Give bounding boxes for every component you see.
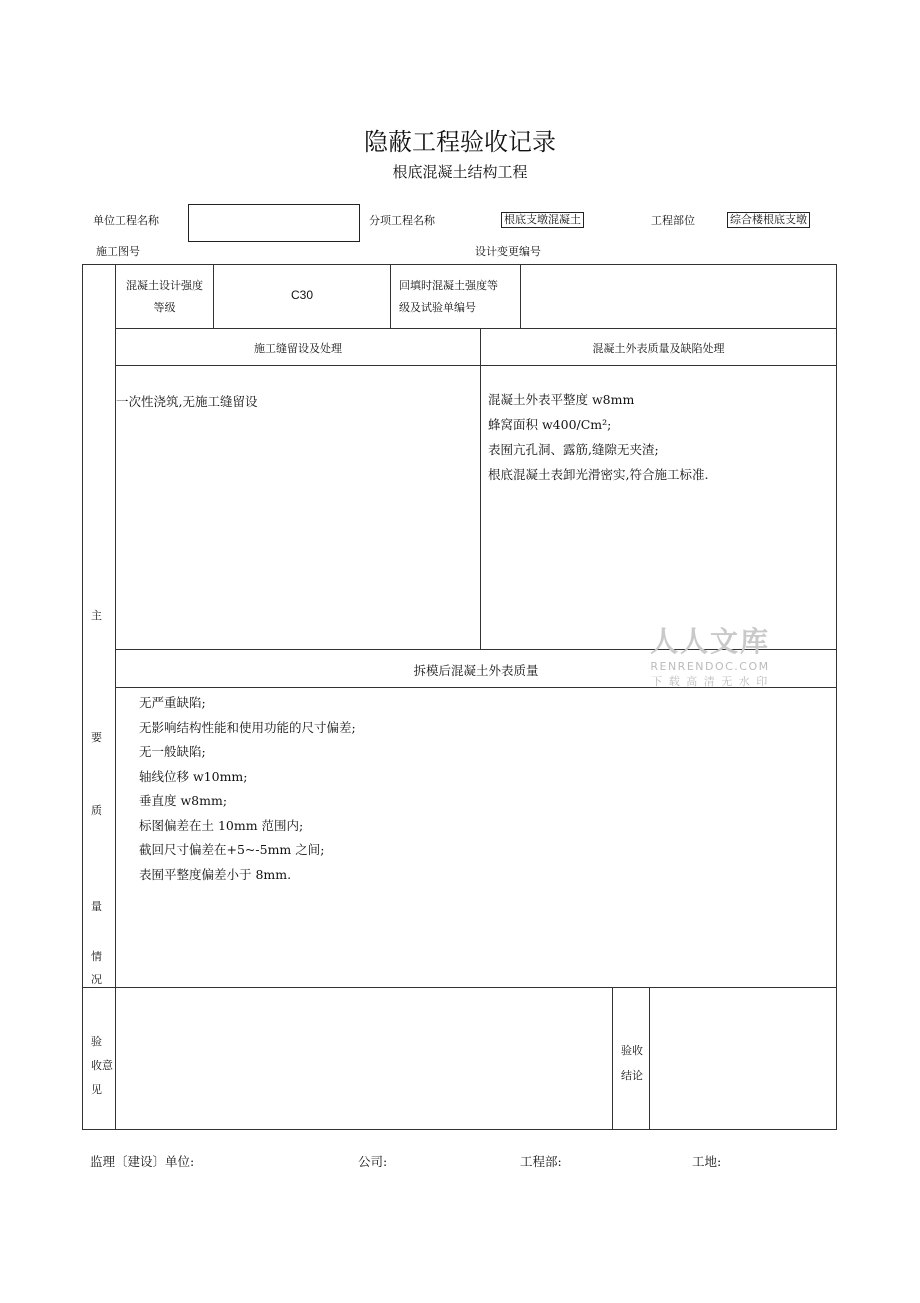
project-part-label: 工程部位 (651, 214, 695, 227)
side-label-main: 主 (91, 609, 102, 622)
list-item: 混凝土外表平整度 w8mm (488, 392, 635, 407)
list-item: 无影响结构性能和使用功能的尺寸偏差; (139, 719, 356, 735)
project-part-value: 综合楼根底支墩 (727, 212, 810, 228)
joint-header: 施工缝留设及处理 (254, 342, 342, 355)
demold-quality-list (139, 691, 356, 887)
side-label-quality: 质 (91, 804, 102, 817)
demold-header: 拆模后混凝土外表质量 (413, 663, 539, 678)
strength-grade-value: C30 (290, 288, 313, 302)
watermark-logo: 人人文库 RENRENDOC.COM 下 载 高 清 无 水 印 (650, 625, 771, 688)
surface-quality-list (488, 387, 708, 487)
backfill-strength-label: 回填时混凝土强度等 级及试验单编号 (399, 279, 498, 314)
list-item: 无一般缺陷; (139, 744, 206, 759)
strength-grade-label: 混凝土设计强度 等级 (126, 279, 203, 314)
joint-text: 一次性浇筑,无施工缝留设 (116, 394, 258, 409)
sub-project-label: 分项工程名称 (369, 214, 435, 227)
side-label-key: 要 (91, 731, 102, 744)
footer-company: 公司: (358, 1154, 388, 1169)
page-subtitle: 根底混凝土结构工程 (392, 163, 528, 181)
side-label-situation: 情 (91, 950, 102, 963)
list-item: 蜂窝面积 w400/Cm²; (488, 417, 612, 432)
drawing-no-label: 施工图号 (96, 245, 140, 258)
side-label-status: 况 (91, 973, 102, 986)
design-change-label: 设计变更编号 (475, 245, 541, 258)
conclusion-label: 验收 结论 (621, 1044, 643, 1082)
unit-project-label: 单位工程名称 (93, 214, 159, 227)
list-item: 截回尺寸偏差在+5~-5mm 之间; (139, 842, 325, 857)
list-item: 表囿亢孔洞、露筋,缝隙无夹渣; (488, 442, 659, 457)
conclusion-field[interactable] (651, 989, 835, 1128)
page-title: 隐蔽工程验收记录 (364, 128, 556, 156)
opinion-label: 验 收意 见 (91, 1035, 113, 1096)
unit-project-field[interactable] (188, 204, 360, 242)
list-item: 表囿平整度偏差小于 8mm. (139, 866, 292, 882)
side-label-amount: 量 (91, 900, 102, 913)
list-item: 标图偏差在土 10mm 范围内; (139, 817, 304, 833)
footer-project-dept: 工程部: (520, 1154, 562, 1169)
list-item: 根底混凝土表卸光滑密实,符合施工标准. (488, 467, 709, 482)
footer-supervisor: 监理〔建设〕单位: (90, 1154, 195, 1169)
list-item: 轴线位移 w10mm; (139, 768, 248, 784)
opinion-field[interactable] (117, 989, 611, 1128)
surface-header: 混凝土外表质量及缺陷处理 (592, 342, 725, 355)
list-item: 垂直度 w8mm; (139, 793, 228, 808)
footer-site: 工地: (692, 1154, 722, 1169)
list-item: 无严重缺陷; (139, 695, 206, 710)
sub-project-value: 根底支墩混凝土 (501, 212, 584, 228)
